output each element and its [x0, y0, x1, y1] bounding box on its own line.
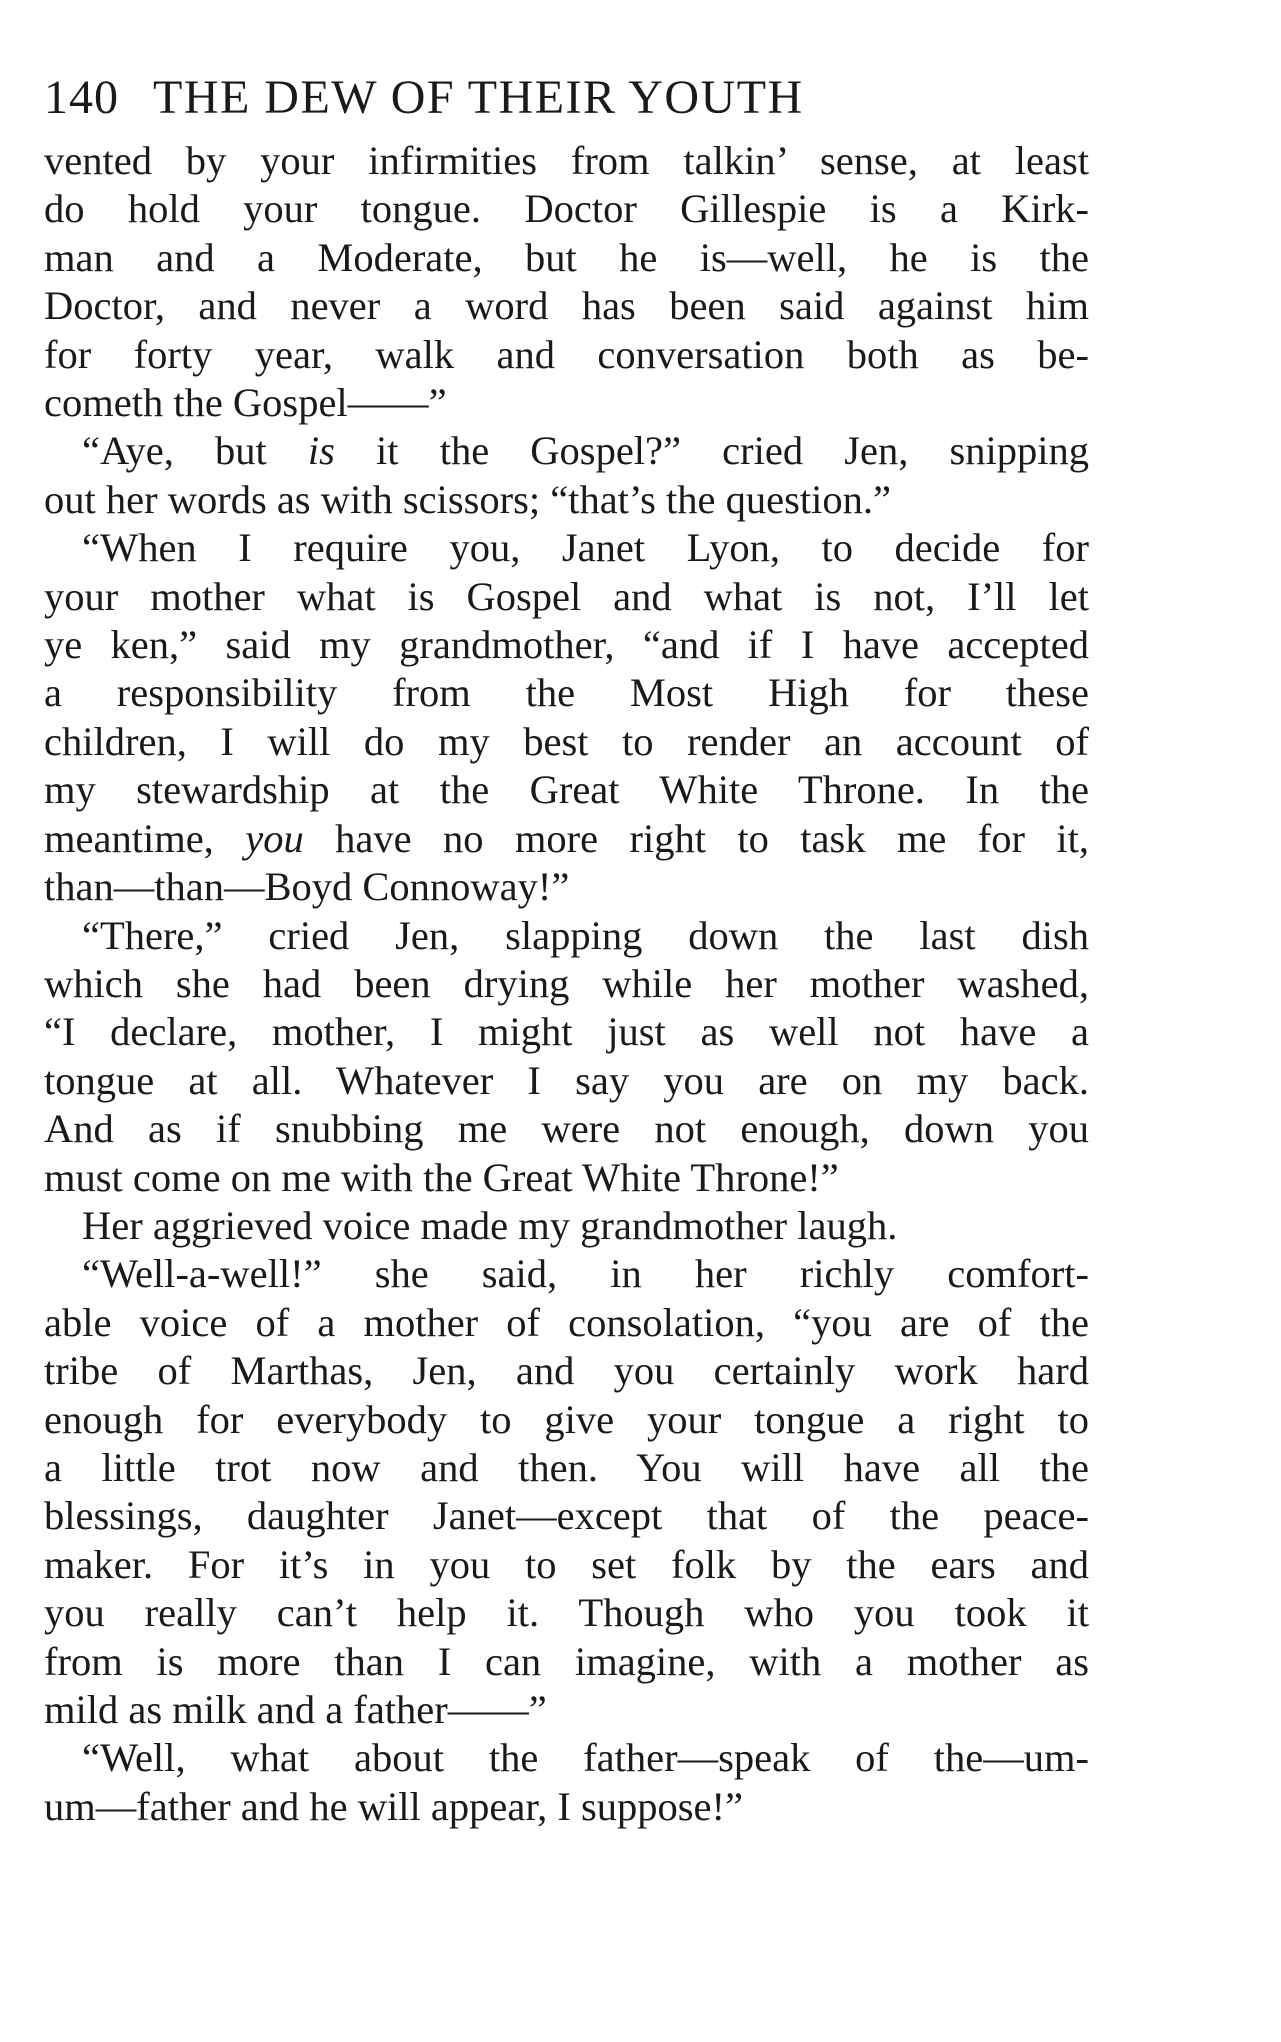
paragraph [44, 427, 1089, 524]
text-line: man and a Moderate, but he is—well, he is the [44, 234, 1089, 280]
line [44, 1686, 1089, 1734]
text-line: your mother what is Gospel and what is not, I’ll let [44, 573, 1089, 619]
line [44, 185, 1089, 233]
text-line: Doctor, and never a word has been said against him [44, 283, 1089, 329]
line [44, 234, 1089, 282]
paragraph [44, 912, 1089, 1202]
line [44, 379, 1089, 427]
line [44, 1299, 1089, 1347]
text-line: tongue at all. Whatever I say you are on my back. [44, 1057, 1089, 1103]
italic-word: you [245, 815, 304, 861]
line [44, 282, 1089, 330]
line [44, 669, 1089, 717]
book-title: THE DEW OF THEIR YOUTH [153, 71, 804, 124]
line [44, 766, 1089, 814]
paragraph [44, 1734, 1089, 1831]
line [44, 427, 1089, 475]
paragraph [44, 1250, 1089, 1734]
text-line: “Well-a-well!” she said, in her richly comfort- [82, 1251, 1089, 1297]
text-line: tribe of Marthas, Jen, and you certainly work hard [44, 1348, 1089, 1394]
text-line: cometh the Gospel——” [44, 380, 447, 426]
text-line: you really can’t help it. Though who you took it [44, 1590, 1089, 1636]
line [44, 1250, 1089, 1298]
text-line: a little trot now and then. You will have all the [44, 1444, 1089, 1490]
line [44, 573, 1089, 621]
text-line: from is more than I can imagine, with a mother as [44, 1638, 1089, 1684]
paragraph [44, 524, 1089, 911]
paragraph [44, 1202, 1089, 1250]
line [44, 1347, 1089, 1395]
line [44, 1783, 1089, 1831]
text-line: do hold your tongue. Doctor Gillespie is a Kirk- [44, 186, 1089, 232]
text-line: which she had been drying while her mother washed, [44, 960, 1089, 1006]
text-line: for forty year, walk and conversation both as be- [44, 331, 1089, 377]
line [44, 476, 1089, 524]
line [44, 1492, 1089, 1540]
text-line-part: have no more right to task me for it, [303, 815, 1090, 861]
text-line: out her words as with scissors; “that’s the question.” [44, 476, 891, 522]
line [44, 621, 1089, 669]
text-line: “There,” cried Jen, slapping down the last dish [82, 912, 1089, 958]
line [44, 1154, 1089, 1202]
line [44, 815, 1089, 863]
text-line: able voice of a mother of consolation, “you are of the [44, 1299, 1089, 1345]
line [44, 1057, 1089, 1105]
text-line: children, I will do my best to render an account of [44, 718, 1089, 764]
paragraph [44, 137, 1089, 427]
text-line-part: “Aye, but [82, 428, 308, 474]
line [44, 912, 1089, 960]
line [44, 1638, 1089, 1686]
line [44, 718, 1089, 766]
line [44, 331, 1089, 379]
text-line: vented by your infirmities from talkin’ sense, at least [44, 138, 1089, 183]
line [44, 1589, 1089, 1637]
line [44, 1105, 1089, 1153]
text-line: must come on me with the Great White Throne!” [44, 1154, 839, 1200]
text-line: Her aggrieved voice made my grandmother laugh. [82, 1202, 898, 1248]
body-text [44, 137, 1089, 1831]
text-line: than—than—Boyd Connoway!” [44, 864, 570, 910]
running-head [44, 70, 1089, 125]
text-line: ye ken,” said my grandmother, “and if I have accepted [44, 622, 1089, 668]
text-line: my stewardship at the Great White Throne. In the [44, 767, 1089, 813]
line [44, 863, 1089, 911]
text-line: And as if snubbing me were not enough, down you [44, 1106, 1089, 1152]
text-line: blessings, daughter Janet—except that of the peace- [44, 1493, 1089, 1539]
line [44, 1444, 1089, 1492]
line [44, 1008, 1089, 1056]
text-line: mild as milk and a father——” [44, 1687, 547, 1732]
line [44, 1541, 1089, 1589]
line [44, 1734, 1089, 1782]
page-number: 140 [44, 71, 119, 124]
line [44, 1396, 1089, 1444]
text-line: maker. For it’s in you to set folk by the ears and [44, 1541, 1089, 1587]
text-line: “Well, what about the father—speak of the—um- [82, 1735, 1089, 1781]
book-page [44, 70, 1089, 1831]
text-line-part: it the Gospel?” cried Jen, snipping [334, 428, 1089, 474]
text-line: “When I require you, Janet Lyon, to decide for [82, 525, 1089, 571]
text-line: a responsibility from the Most High for these [44, 670, 1089, 716]
text-line: enough for everybody to give your tongue a right to [44, 1396, 1089, 1442]
text-line: “I declare, mother, I might just as well not have a [44, 1009, 1089, 1055]
line [44, 137, 1089, 185]
text-line-part: meantime, [44, 815, 246, 861]
line [44, 960, 1089, 1008]
text-line: um—father and he will appear, I suppose!” [44, 1783, 744, 1829]
italic-word: is [307, 428, 335, 474]
line [44, 524, 1089, 572]
line [44, 1202, 1089, 1250]
